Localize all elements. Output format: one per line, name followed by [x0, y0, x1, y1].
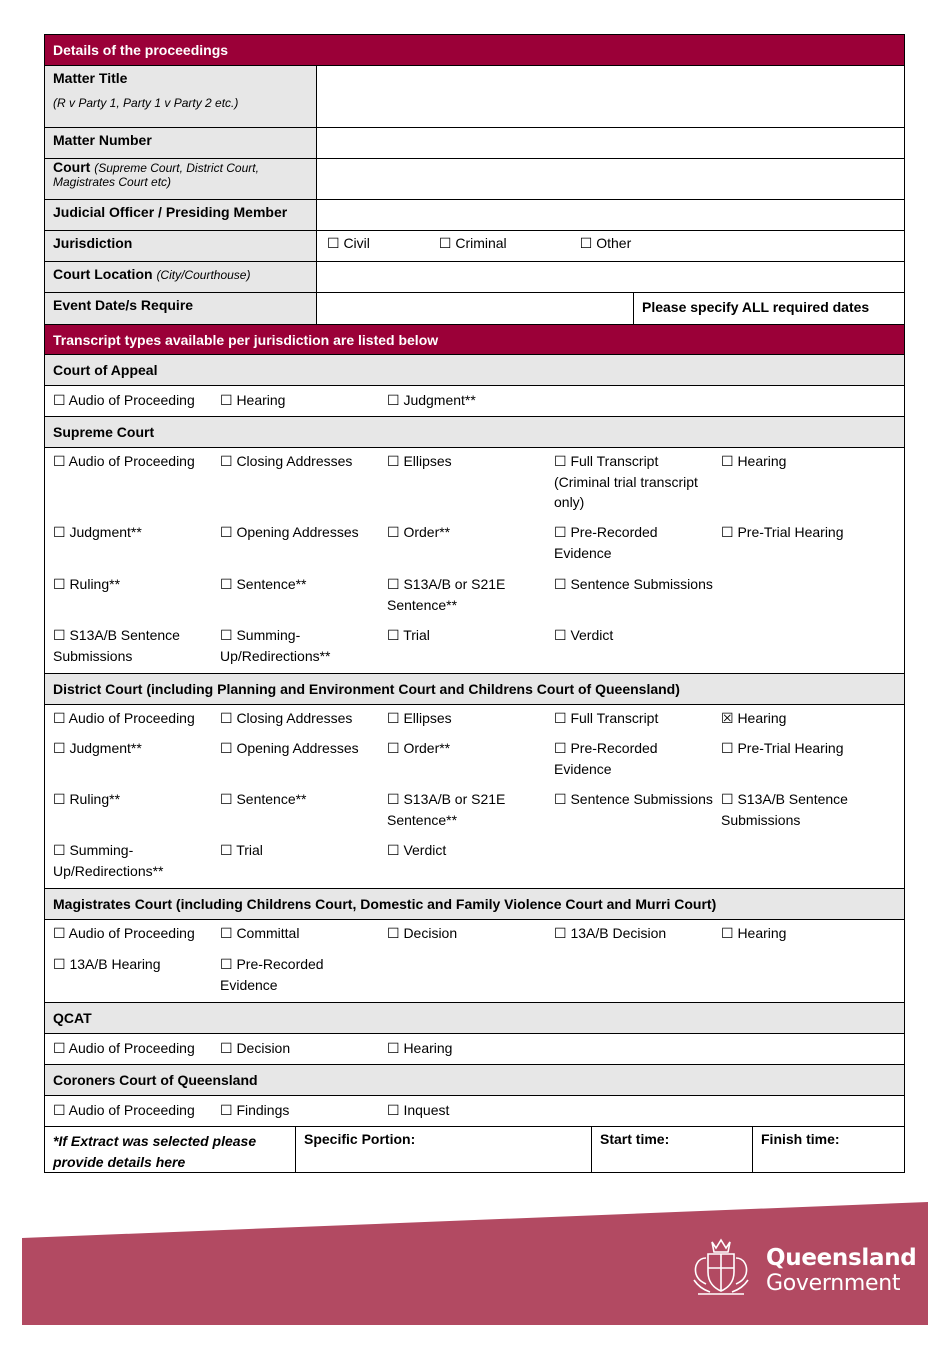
- dc-order-checkbox[interactable]: ☐ Order**: [387, 740, 451, 756]
- sc-ruling-checkbox[interactable]: ☐ Ruling**: [53, 576, 121, 592]
- sc-judgment-checkbox[interactable]: ☐ Judgment**: [53, 524, 142, 540]
- magistrates-court-header: [44, 889, 905, 920]
- sc-verdict-checkbox[interactable]: ☐ Verdict: [554, 627, 614, 643]
- mc-decision-checkbox[interactable]: ☐ Decision: [387, 925, 458, 941]
- sc-trial-checkbox[interactable]: ☐ Trial: [387, 627, 430, 643]
- matter-number-label: Matter Number: [45, 128, 317, 158]
- dc-ellipses-checkbox[interactable]: ☐ Ellipses: [387, 710, 452, 726]
- logo-line-queensland: Queensland: [766, 1245, 917, 1271]
- mc-13ab-decision-checkbox[interactable]: ☐ 13A/B Decision: [554, 925, 667, 941]
- coroners-court-options: [44, 1096, 905, 1127]
- dc-audio-checkbox[interactable]: ☐ Audio of Proceeding: [53, 710, 195, 726]
- sc-prerecorded-checkbox[interactable]: ☐ Pre-Recorded Evidence: [554, 524, 658, 561]
- magistrates-court-title: Magistrates Court (including Childrens Court, Domestic and Family Violence Court and Murri Court): [53, 896, 717, 912]
- option-row: [53, 451, 896, 522]
- dc-hearing-checkbox[interactable]: ☒ Hearing: [721, 710, 787, 726]
- jurisdiction-row: [44, 231, 905, 262]
- sc-s13ab-submissions-checkbox[interactable]: ☐ S13A/B Sentence Submissions: [53, 627, 180, 664]
- sc-sentence-submissions-checkbox[interactable]: ☐ Sentence Submissions: [554, 576, 713, 592]
- coa-judgment-checkbox[interactable]: ☐ Judgment**: [387, 392, 476, 408]
- dc-judgment-checkbox[interactable]: ☐ Judgment**: [53, 740, 142, 756]
- jurisdiction-label: Jurisdiction: [45, 231, 317, 261]
- option-row: [53, 522, 896, 574]
- coroners-findings-checkbox[interactable]: ☐ Findings: [220, 1102, 290, 1118]
- judicial-officer-field[interactable]: [317, 200, 904, 230]
- district-court-options: [44, 705, 905, 889]
- court-of-appeal-header: [44, 355, 905, 386]
- option-row: [53, 954, 896, 995]
- start-time-field[interactable]: Start time:: [592, 1127, 753, 1172]
- mc-hearing-checkbox[interactable]: ☐ Hearing: [721, 925, 787, 941]
- details-header: [44, 34, 905, 66]
- sc-summing-up-checkbox[interactable]: ☐ Summing-Up/Redirections**: [220, 627, 331, 664]
- dc-trial-checkbox[interactable]: ☐ Trial: [220, 842, 263, 858]
- dc-summing-up-checkbox[interactable]: ☐ Summing-Up/Redirections**: [53, 842, 164, 879]
- sc-order-checkbox[interactable]: ☐ Order**: [387, 524, 451, 540]
- matter-title-row: [44, 66, 905, 128]
- mc-committal-checkbox[interactable]: ☐ Committal: [220, 925, 300, 941]
- court-row: [44, 159, 905, 200]
- dc-pretrial-checkbox[interactable]: ☐ Pre-Trial Hearing: [721, 740, 844, 756]
- qcat-header: [44, 1003, 905, 1034]
- matter-title-label: [45, 66, 317, 127]
- qcat-audio-checkbox[interactable]: ☐ Audio of Proceeding: [53, 1040, 195, 1056]
- extract-details-row: [44, 1127, 905, 1173]
- dc-ruling-checkbox[interactable]: ☐ Ruling**: [53, 791, 121, 807]
- district-court-header: [44, 674, 905, 705]
- option-row: [53, 625, 896, 666]
- supreme-court-title: Supreme Court: [53, 424, 155, 440]
- jurisdiction-other-checkbox[interactable]: ☐ Other: [579, 235, 632, 251]
- option-row: [53, 840, 896, 881]
- court-of-appeal-title: Court of Appeal: [53, 362, 158, 378]
- sc-audio-checkbox[interactable]: ☐ Audio of Proceeding: [53, 453, 195, 469]
- court-location-label: [45, 262, 317, 292]
- court-field[interactable]: [317, 159, 904, 199]
- magistrates-court-options: [44, 920, 905, 1003]
- queensland-government-logo: [686, 1232, 917, 1304]
- coroners-audio-checkbox[interactable]: ☐ Audio of Proceeding: [53, 1102, 195, 1118]
- logo-line-government: Government: [766, 1271, 901, 1296]
- mc-13ab-hearing-checkbox[interactable]: ☐ 13A/B Hearing: [53, 956, 161, 972]
- district-court-title: District Court (including Planning and Environment Court and Childrens Court of Queensland): [53, 681, 680, 697]
- matter-title-text: Matter Title: [53, 70, 128, 86]
- court-location-row: [44, 262, 905, 293]
- option-row: [53, 789, 896, 840]
- court-location-text: Court Location: [53, 266, 153, 282]
- dc-prerecorded-checkbox[interactable]: ☐ Pre-Recorded Evidence: [554, 740, 658, 777]
- supreme-court-options: [44, 448, 905, 674]
- jurisdiction-criminal-checkbox[interactable]: ☐ Criminal: [438, 235, 507, 251]
- sc-ellipses-checkbox[interactable]: ☐ Ellipses: [387, 453, 452, 469]
- jurisdiction-options: [317, 231, 904, 261]
- matter-number-row: [44, 128, 905, 159]
- qcat-title: QCAT: [53, 1010, 92, 1026]
- dc-verdict-checkbox[interactable]: ☐ Verdict: [387, 842, 447, 858]
- qcat-options: [44, 1034, 905, 1065]
- court-location-hint: (City/Courthouse): [156, 268, 251, 282]
- court-of-appeal-options: [44, 386, 905, 417]
- option-row: [53, 574, 896, 625]
- event-dates-row: [44, 293, 905, 325]
- proceedings-form: [44, 34, 905, 1173]
- option-row: [53, 708, 896, 738]
- matter-title-hint: (R v Party 1, Party 1 v Party 2 etc.): [53, 96, 239, 110]
- coa-hearing-checkbox[interactable]: ☐ Hearing: [220, 392, 286, 408]
- qcat-decision-checkbox[interactable]: ☐ Decision: [220, 1040, 291, 1056]
- matter-number-field[interactable]: [317, 128, 904, 158]
- matter-title-field[interactable]: [317, 66, 904, 127]
- sc-pretrial-checkbox[interactable]: ☐ Pre-Trial Hearing: [721, 524, 844, 540]
- option-row: [53, 738, 896, 789]
- court-label: [45, 159, 317, 199]
- supreme-court-header: [44, 417, 905, 448]
- event-dates-note: Please specify ALL required dates: [642, 299, 870, 315]
- extract-note: *If Extract was selected please provide details here: [45, 1127, 296, 1172]
- details-title: Details of the proceedings: [53, 42, 229, 58]
- sc-closing-checkbox[interactable]: ☐ Closing Addresses: [220, 453, 353, 469]
- sc-s13ab-s21e-checkbox[interactable]: ☐ S13A/B or S21E Sentence**: [387, 576, 506, 613]
- coroners-court-header: [44, 1065, 905, 1096]
- judicial-officer-row: [44, 200, 905, 231]
- dc-sentence-submissions-checkbox[interactable]: ☐ Sentence Submissions: [554, 791, 713, 807]
- event-dates-label: Event Date/s Require: [45, 293, 317, 324]
- transcripts-title: Transcript types available per jurisdiction are listed below: [53, 331, 439, 348]
- sc-full-transcript-checkbox[interactable]: ☐ Full Transcript (Criminal trial transcript only): [554, 453, 698, 510]
- option-row: [53, 1100, 896, 1121]
- mc-audio-checkbox[interactable]: ☐ Audio of Proceeding: [53, 925, 195, 941]
- finish-time-field[interactable]: Finish time:: [761, 1131, 840, 1147]
- coa-audio-checkbox[interactable]: ☐ Audio of Proceeding: [53, 392, 195, 408]
- transcripts-header: [44, 325, 905, 355]
- sc-opening-checkbox[interactable]: ☐ Opening Addresses: [220, 524, 359, 540]
- sc-hearing-checkbox[interactable]: ☐ Hearing: [721, 453, 787, 469]
- court-label-text: Court: [53, 159, 91, 175]
- dc-full-transcript-checkbox[interactable]: ☐ Full Transcript: [554, 710, 659, 726]
- dc-s13ab-submissions-checkbox[interactable]: ☐ S13A/B Sentence Submissions: [721, 791, 848, 828]
- jurisdiction-civil-checkbox[interactable]: ☐ Civil: [327, 235, 370, 251]
- sc-sentence-checkbox[interactable]: ☐ Sentence**: [220, 576, 307, 592]
- event-dates-field[interactable]: [317, 293, 634, 324]
- mc-prerecorded-checkbox[interactable]: ☐ Pre-Recorded Evidence: [220, 956, 324, 993]
- option-row: [53, 390, 896, 411]
- judicial-officer-label: Judicial Officer / Presiding Member: [45, 200, 317, 230]
- dc-sentence-checkbox[interactable]: ☐ Sentence**: [220, 791, 307, 807]
- option-row: [53, 923, 896, 954]
- court-hint: (Supreme Court, District Court, Magistrates Court etc): [53, 161, 259, 189]
- specific-portion-field[interactable]: Specific Portion:: [296, 1127, 592, 1172]
- coroners-court-title: Coroners Court of Queensland: [53, 1072, 258, 1088]
- option-row: [53, 1038, 896, 1059]
- dc-s13ab-s21e-checkbox[interactable]: ☐ S13A/B or S21E Sentence**: [387, 791, 506, 828]
- qcat-hearing-checkbox[interactable]: ☐ Hearing: [387, 1040, 453, 1056]
- dc-opening-checkbox[interactable]: ☐ Opening Addresses: [220, 740, 359, 756]
- dc-closing-checkbox[interactable]: ☐ Closing Addresses: [220, 710, 353, 726]
- court-location-field[interactable]: [317, 262, 904, 292]
- coat-of-arms-icon: [686, 1232, 756, 1304]
- coroners-inquest-checkbox[interactable]: ☐ Inquest: [387, 1102, 450, 1118]
